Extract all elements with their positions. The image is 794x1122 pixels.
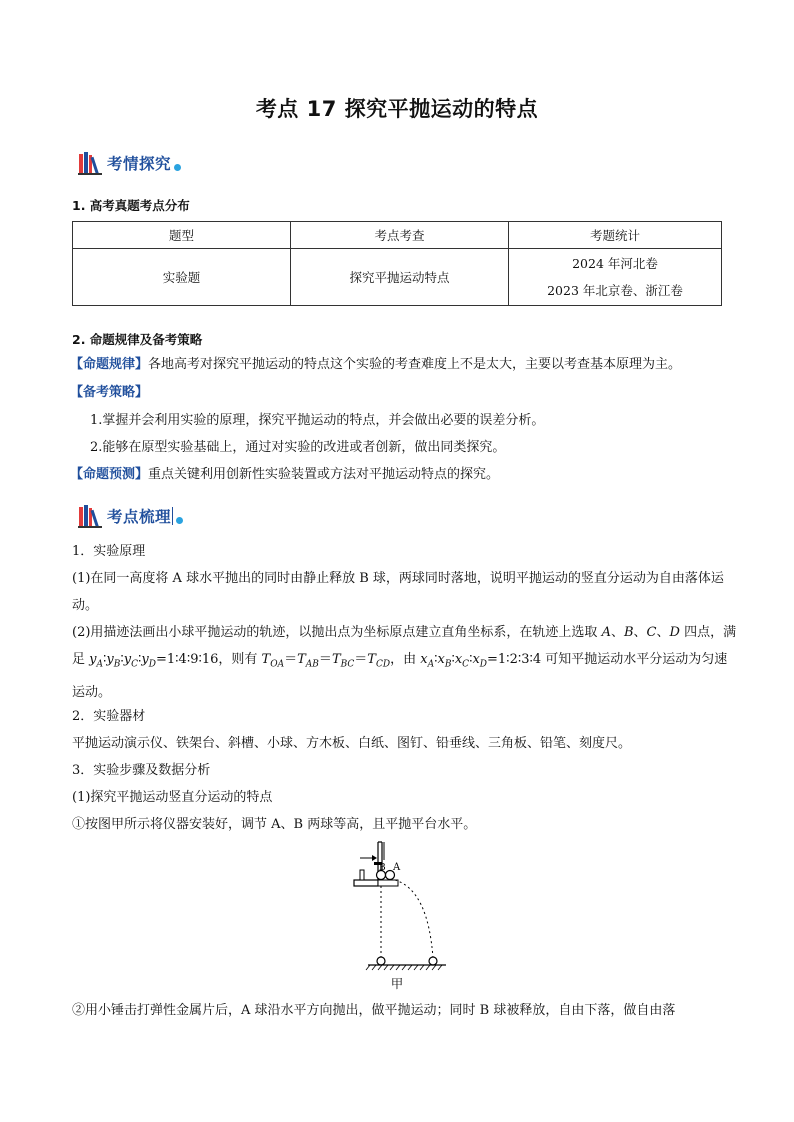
table-cell: 探究平抛运动特点	[291, 249, 509, 306]
label-a: A	[393, 862, 401, 873]
books-icon	[78, 151, 104, 175]
section-header-key-points	[78, 503, 183, 529]
dot-icon	[176, 517, 183, 524]
strategy-tag: 【备考策略】	[70, 385, 149, 400]
table-header: 考点考查	[291, 222, 509, 249]
principle-paragraph-2: (2)用描迹法画出小球平抛运动的轨迹，以抛出点为坐标原点建立直角坐标系，在轨迹上选取 A、B、C、D 四点，满足 $y_A∶y_B∶y_C∶y_D=1∶4∶9∶16$，则有 $T_{OA}=T_{AB}=T_{BC}=T_{CD}$，由 $x_A∶x_B∶x_C∶x_D=1∶2∶3∶4$ 可知平抛运动水平分运动为匀速运动。	[72, 625, 737, 700]
heading-equipment: 2．实验器材	[72, 709, 146, 724]
steps-subheading: (1)探究平抛运动竖直分运动的特点	[72, 790, 273, 805]
rule-tag: 【命题规律】	[70, 357, 149, 372]
text-cursor	[172, 507, 173, 525]
rule-paragraph	[70, 351, 738, 378]
strategy-tag-line	[70, 379, 738, 406]
strategy-item: 2.能够在原型实验基础上，通过对实验的改进或者创新，做出同类探究。	[90, 440, 506, 455]
table-header-row	[73, 222, 722, 249]
predict-text: 重点关键利用创新性实验装置或方法对平抛运动特点的探究。	[148, 467, 500, 482]
table-header: 考题统计	[509, 222, 722, 249]
section-header-exam-analysis	[78, 150, 181, 176]
heading-principle: 1．实验原理	[72, 544, 146, 559]
books-icon	[78, 504, 104, 528]
table-row	[73, 249, 722, 306]
heading-steps: 3．实验步骤及数据分析	[72, 763, 211, 778]
predict-paragraph	[70, 461, 738, 488]
step-1: ①按图甲所示将仪器安装好，调节 A、B 两球等高，且平抛平台水平。	[72, 817, 477, 832]
table-header: 题型	[73, 222, 291, 249]
figure-caption: 甲	[390, 976, 404, 991]
section-label: 考点梳理	[107, 508, 172, 526]
stat-line: 2024 年河北卷	[572, 256, 658, 271]
table-cell	[509, 249, 722, 306]
rule-text: 各地高考对探究平抛运动的特点这个实验的考查难度上不是太大，主要以考查基本原理为主。	[148, 357, 682, 372]
ball-a-trajectory	[395, 880, 433, 958]
strategy-item: 1.掌握并会利用实验的原理，探究平抛运动的特点，并会做出必要的误差分析。	[90, 413, 545, 428]
equipment-paragraph: 平抛运动演示仪、铁架台、斜槽、小球、方木板、白纸、图钉、铅垂线、三角板、铅笔、刻度尺。	[72, 736, 632, 751]
principle-paragraph-1: (1)在同一高度将 A 球水平抛出的同时由静止释放 B 球，两球同时落地，说明平抛运动的竖直分运动为自由落体运动。	[72, 571, 724, 613]
predict-tag: 【命题预测】	[70, 467, 149, 482]
dot-icon	[174, 164, 181, 171]
part1-heading: 1. 高考真题考点分布	[72, 198, 190, 213]
projectile-apparatus-diagram	[340, 840, 460, 990]
part2-heading: 2. 命题规律及备考策略	[72, 332, 203, 347]
page-title: 考点 17 探究平抛运动的特点	[255, 97, 539, 121]
exam-distribution-table	[72, 221, 722, 306]
table-cell: 实验题	[73, 249, 291, 306]
section-label: 考情探究	[107, 155, 172, 173]
stat-line: 2023 年北京卷、浙江卷	[547, 283, 683, 298]
step-2: ②用小锤击打弹性金属片后，A 球沿水平方向抛出，做平抛运动；同时 B 球被释放，自由下落，做自由落	[72, 1003, 676, 1018]
label-b: B	[379, 863, 386, 873]
